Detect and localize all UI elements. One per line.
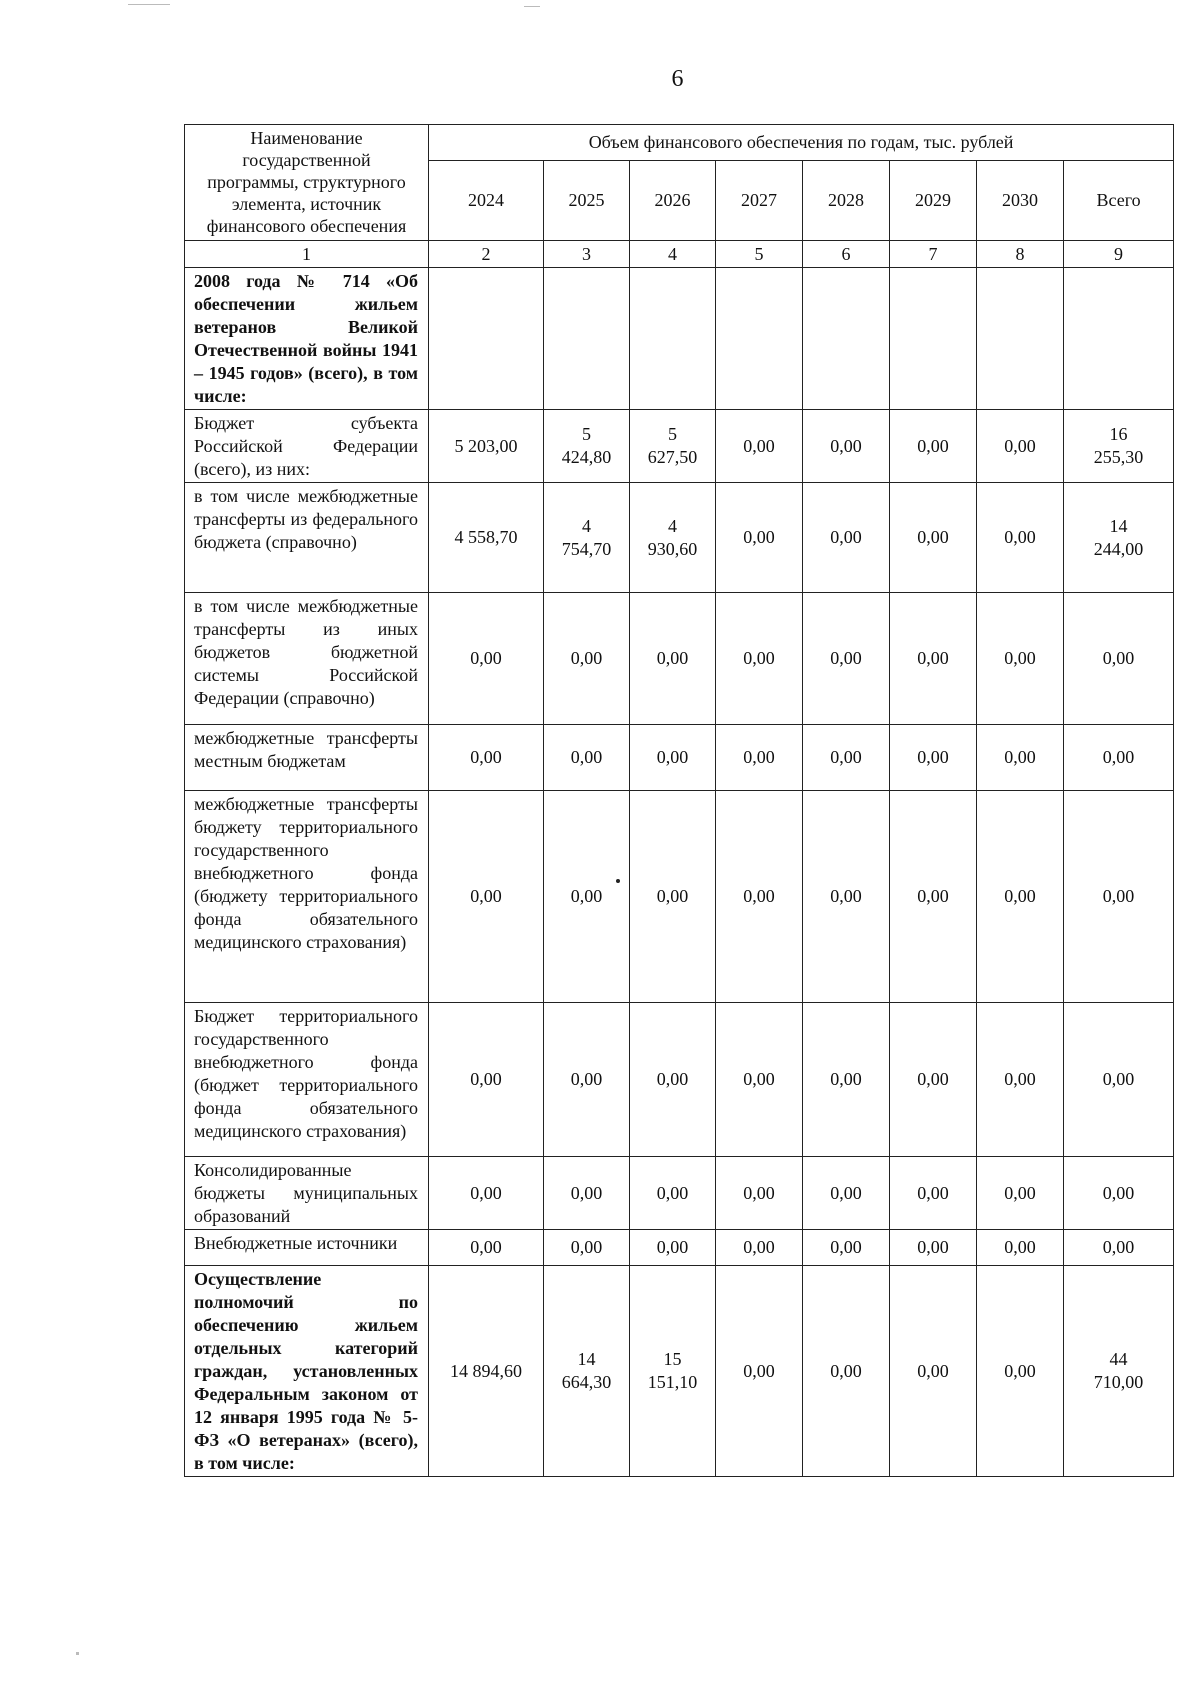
value-cell	[716, 410, 803, 483]
value-text: 0,00	[570, 747, 603, 767]
total-cell	[1064, 268, 1174, 410]
financing-table	[184, 124, 1174, 1477]
total-cell	[1064, 1003, 1174, 1157]
value-text: 0,00	[470, 1182, 502, 1203]
value-text: 0,00	[570, 648, 603, 668]
stray-dot-mark	[616, 879, 620, 883]
value-cell	[716, 1003, 803, 1157]
value-text: 0,00	[1004, 648, 1036, 668]
value-cell	[429, 268, 544, 410]
value-text: 0,00	[830, 1182, 862, 1203]
value-cell	[544, 268, 630, 410]
value-cell	[429, 725, 544, 791]
value-cell	[890, 268, 977, 410]
column-index-row	[185, 241, 1174, 268]
value-text: 0,00	[917, 527, 949, 547]
value-cell	[716, 1157, 803, 1230]
value-cell	[429, 1266, 544, 1477]
column-index: 6	[803, 241, 890, 268]
value-text: 0,00	[743, 747, 775, 767]
value-text: 4 754,70	[561, 515, 612, 559]
value-cell	[890, 791, 977, 1003]
value-text: 0,00	[743, 527, 775, 547]
scan-artifact	[76, 1652, 79, 1655]
value-cell	[977, 791, 1064, 1003]
value-text: 0,00	[917, 648, 949, 668]
value-cell	[630, 1266, 716, 1477]
table-row	[185, 1003, 1174, 1157]
value-text: 0,00	[830, 886, 862, 906]
value-cell	[544, 791, 630, 1003]
value-cell	[803, 593, 890, 725]
value-text: 0,00	[1004, 1069, 1036, 1089]
table-row	[185, 725, 1174, 791]
value-text: 0,00	[570, 1069, 603, 1089]
value-cell	[890, 1230, 977, 1266]
value-cell	[803, 410, 890, 483]
value-text: 0,00	[570, 1237, 603, 1257]
value-text: 0,00	[830, 1360, 862, 1381]
year-header: 2024	[429, 161, 544, 241]
value-text: 0,00	[917, 1237, 949, 1257]
value-cell	[630, 483, 716, 593]
value-text: 0,00	[1102, 1237, 1135, 1257]
value-cell	[630, 593, 716, 725]
value-cell	[429, 791, 544, 1003]
value-text: 0,00	[830, 435, 862, 456]
total-cell	[1064, 483, 1174, 593]
value-cell	[544, 483, 630, 593]
value-text: 4 930,60	[647, 515, 698, 559]
value-text: 0,00	[470, 886, 502, 906]
value-cell	[890, 593, 977, 725]
funding-group-header: Объем финансового обеспечения по годам, тыс. рублей	[429, 125, 1174, 161]
name-column-header: Наименование государственной программы, структурного элемента, источник финансового обеспечения	[185, 125, 429, 241]
value-cell	[716, 483, 803, 593]
value-text: 0,00	[470, 648, 502, 668]
value-cell	[803, 791, 890, 1003]
row-name-cell: Осуществление полномочий по обеспечению жильем отдельных категорий граждан, установленных Федеральным законом от 12 января 1995 года № 5-ФЗ «О ветеранах» (всего), в том числе:	[185, 1266, 429, 1477]
value-text: 0,00	[470, 1237, 502, 1257]
value-text: 0,00	[656, 648, 689, 668]
value-text: 0,00	[656, 1069, 689, 1089]
value-text: 0,00	[917, 886, 949, 906]
year-header: 2030	[977, 161, 1064, 241]
value-cell	[429, 1230, 544, 1266]
value-text: 0,00	[830, 1237, 862, 1257]
value-cell	[803, 483, 890, 593]
year-header: 2026	[630, 161, 716, 241]
value-text: 5 424,80	[561, 424, 612, 467]
value-text: 5 627,50	[647, 424, 698, 467]
value-cell	[890, 1266, 977, 1477]
value-cell	[429, 410, 544, 483]
value-text: 0,00	[1004, 1360, 1036, 1381]
value-cell	[544, 1230, 630, 1266]
scan-artifact	[128, 4, 170, 5]
column-index: 2	[429, 241, 544, 268]
value-cell	[803, 1230, 890, 1266]
year-header: 2028	[803, 161, 890, 241]
table-row	[185, 410, 1174, 483]
value-cell	[977, 593, 1064, 725]
value-text: 14 244,00	[1093, 515, 1144, 559]
value-text: 0,00	[570, 1182, 603, 1203]
table-row	[185, 791, 1174, 1003]
value-cell	[716, 268, 803, 410]
page-number: 6	[671, 66, 684, 92]
value-text: 0,00	[830, 648, 862, 668]
value-text: 16 255,30	[1093, 424, 1144, 467]
value-text: 0,00	[1102, 747, 1135, 767]
value-cell	[630, 791, 716, 1003]
total-header: Всего	[1064, 161, 1174, 241]
value-text: 0,00	[1004, 435, 1036, 456]
value-text: 0,00	[1004, 747, 1036, 767]
value-cell	[977, 1157, 1064, 1230]
value-text: 0,00	[1102, 1069, 1135, 1089]
value-cell	[977, 1003, 1064, 1157]
value-cell	[716, 593, 803, 725]
value-cell	[977, 1266, 1064, 1477]
value-cell	[803, 1157, 890, 1230]
value-cell	[630, 725, 716, 791]
value-cell	[890, 725, 977, 791]
total-cell	[1064, 1266, 1174, 1477]
value-text: 5 203,00	[454, 435, 518, 456]
year-header: 2027	[716, 161, 803, 241]
value-text: 0,00	[1102, 886, 1135, 906]
table-row	[185, 1157, 1174, 1230]
value-cell	[429, 483, 544, 593]
total-cell	[1064, 725, 1174, 791]
value-text: 0,00	[1102, 648, 1135, 668]
value-text: 0,00	[830, 747, 862, 767]
value-text: 0,00	[917, 1069, 949, 1089]
row-name-cell: Консолидированные бюджеты муниципальных образований	[185, 1157, 429, 1230]
year-header: 2029	[890, 161, 977, 241]
value-cell	[630, 268, 716, 410]
value-cell	[803, 268, 890, 410]
value-text: 0,00	[656, 886, 689, 906]
total-cell	[1064, 791, 1174, 1003]
value-cell	[544, 1003, 630, 1157]
value-cell	[803, 725, 890, 791]
column-index: 8	[977, 241, 1064, 268]
value-cell	[890, 1003, 977, 1157]
value-cell	[803, 1003, 890, 1157]
value-text: 0,00	[1004, 527, 1036, 547]
value-text: 0,00	[743, 648, 775, 668]
total-cell	[1064, 1230, 1174, 1266]
table-row	[185, 268, 1174, 410]
value-text: 44 710,00	[1093, 1349, 1144, 1392]
value-cell	[716, 1230, 803, 1266]
value-cell	[544, 410, 630, 483]
value-text: 0,00	[743, 1069, 775, 1089]
row-name-cell: в том числе межбюджетные трансферты из иных бюджетов бюджетной системы Российской Федерации (справочно)	[185, 593, 429, 725]
value-text: 0,00	[1102, 1182, 1135, 1203]
value-text: 0,00	[743, 886, 775, 906]
value-cell	[977, 410, 1064, 483]
column-index: 1	[185, 241, 429, 268]
value-cell	[630, 1003, 716, 1157]
value-cell	[716, 1266, 803, 1477]
value-text: 0,00	[1004, 886, 1036, 906]
table-row	[185, 593, 1174, 725]
value-cell	[544, 1266, 630, 1477]
value-text: 0,00	[917, 1360, 949, 1381]
row-name-cell: Внебюджетные источники	[185, 1230, 429, 1266]
value-cell	[630, 410, 716, 483]
value-text: 0,00	[917, 435, 949, 456]
value-cell	[630, 1230, 716, 1266]
value-text: 0,00	[917, 747, 949, 767]
row-name-cell: межбюджетные трансферты бюджету территориального государственного внебюджетного фонда (бюджету территориального фонда обязательного медицинского страхования)	[185, 791, 429, 1003]
scan-artifact	[524, 6, 540, 7]
value-text: 0,00	[470, 747, 502, 767]
value-text: 0,00	[470, 1069, 502, 1089]
value-cell	[716, 791, 803, 1003]
year-header: 2025	[544, 161, 630, 241]
value-cell	[429, 1157, 544, 1230]
value-text: 0,00	[1004, 1237, 1036, 1257]
value-text: 0,00	[830, 527, 862, 547]
row-name-cell: межбюджетные трансферты местным бюджетам	[185, 725, 429, 791]
value-text: 0,00	[1004, 1182, 1036, 1203]
value-cell	[544, 593, 630, 725]
row-name-cell: в том числе межбюджетные трансферты из федерального бюджета (справочно)	[185, 483, 429, 593]
column-index: 5	[716, 241, 803, 268]
value-text: 14 894,60	[450, 1360, 522, 1381]
column-index: 4	[630, 241, 716, 268]
value-text: 0,00	[917, 1182, 949, 1203]
table-row	[185, 1266, 1174, 1477]
row-name-cell: Бюджет территориального государственного внебюджетного фонда (бюджет территориального фонда обязательного медицинского страхования)	[185, 1003, 429, 1157]
column-index: 7	[890, 241, 977, 268]
value-cell	[544, 725, 630, 791]
value-text: 0,00	[743, 435, 775, 456]
table-row	[185, 1230, 1174, 1266]
value-text: 15 151,10	[647, 1349, 698, 1392]
value-cell	[977, 483, 1064, 593]
total-cell	[1064, 593, 1174, 725]
row-name-cell: 2008 года № 714 «Об обеспечении жильем ветеранов Великой Отечественной войны 1941 – 1945 годов» (всего), в том числе:	[185, 268, 429, 410]
table-row	[185, 483, 1174, 593]
total-cell	[1064, 1157, 1174, 1230]
value-text: 0,00	[743, 1182, 775, 1203]
value-cell	[977, 1230, 1064, 1266]
value-cell	[716, 725, 803, 791]
value-cell	[890, 1157, 977, 1230]
value-cell	[429, 1003, 544, 1157]
row-name-cell: Бюджет субъекта Российской Федерации (всего), из них:	[185, 410, 429, 483]
value-cell	[630, 1157, 716, 1230]
value-cell	[890, 410, 977, 483]
column-index: 3	[544, 241, 630, 268]
value-cell	[890, 483, 977, 593]
value-text: 0,00	[656, 747, 689, 767]
header-row-1	[185, 125, 1174, 161]
column-index: 9	[1064, 241, 1174, 268]
value-text: 4 558,70	[454, 527, 518, 547]
value-text: 0,00	[656, 1182, 689, 1203]
value-text: 0,00	[656, 1237, 689, 1257]
value-text: 0,00	[743, 1360, 775, 1381]
value-text: 0,00	[830, 1069, 862, 1089]
value-cell	[429, 593, 544, 725]
value-cell	[544, 1157, 630, 1230]
value-cell	[977, 725, 1064, 791]
total-cell	[1064, 410, 1174, 483]
value-text: 0,00	[743, 1237, 775, 1257]
value-text: 14 664,30	[561, 1349, 612, 1392]
value-cell	[977, 268, 1064, 410]
value-cell	[803, 1266, 890, 1477]
value-text: 0,00	[570, 886, 603, 906]
